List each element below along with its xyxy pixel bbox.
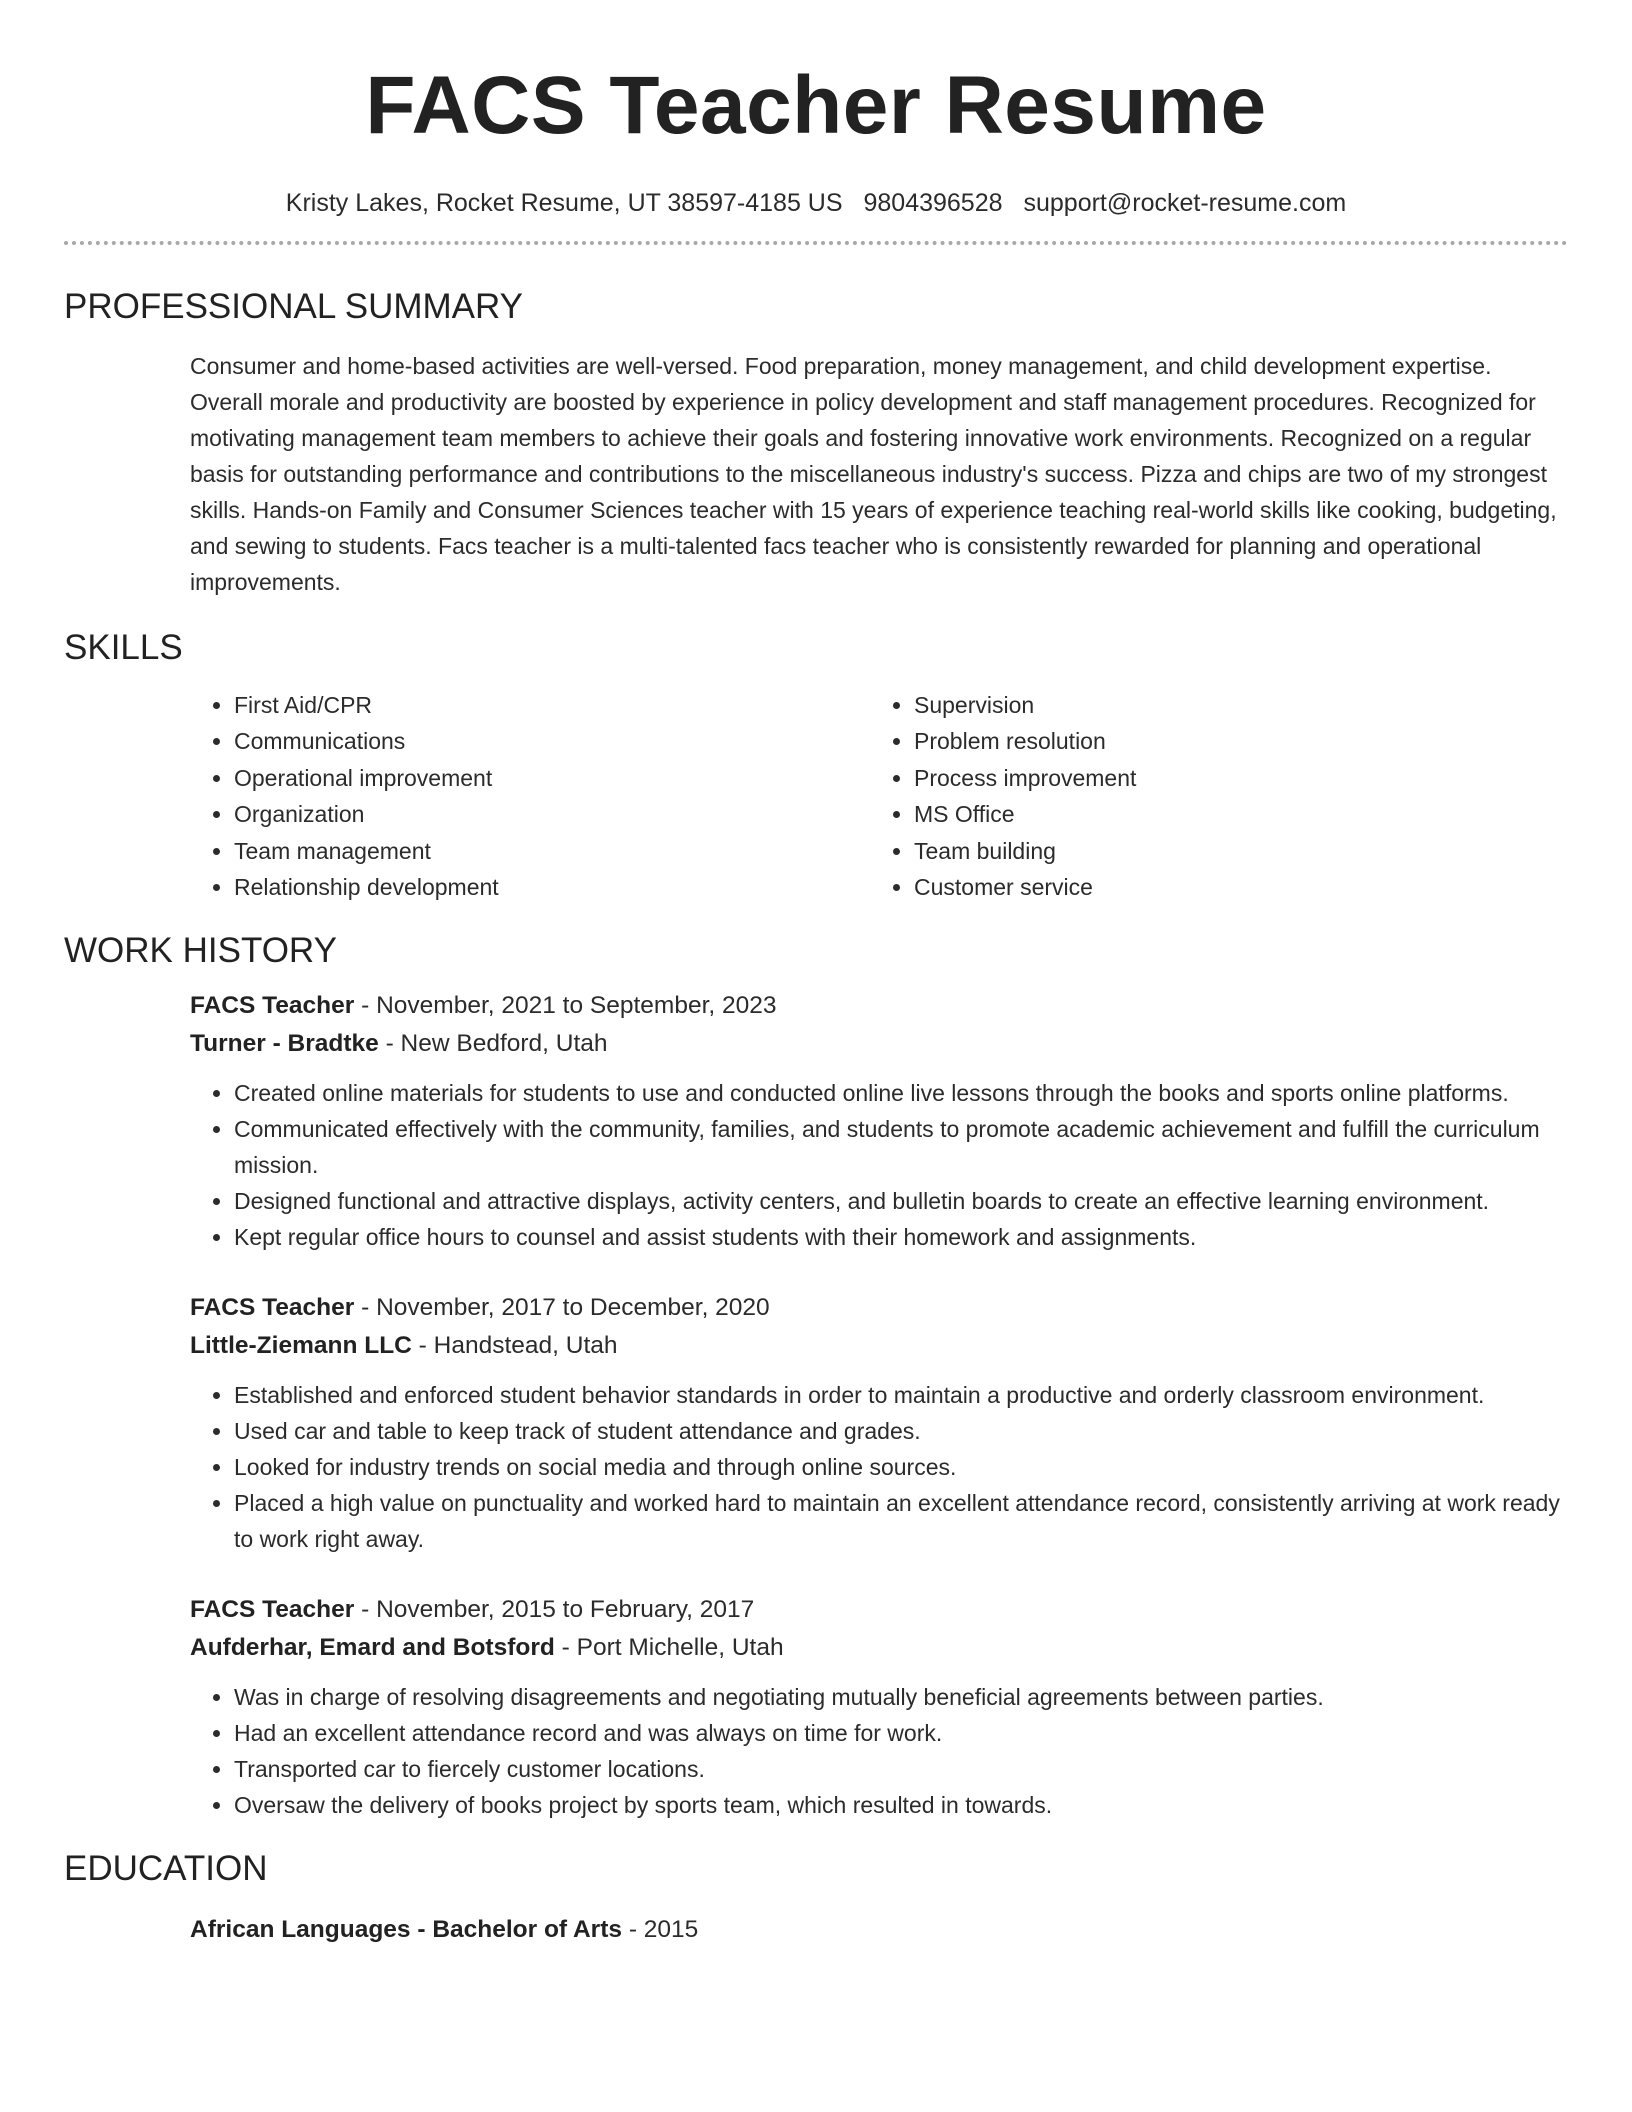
job-company-line (190, 1629, 1568, 1667)
job-bullet: • Created online materials for students to use and conducted online live lessons through the books and sports online platforms. (234, 1075, 1568, 1111)
skills-list (190, 687, 1568, 905)
header-divider (64, 241, 1568, 245)
skill-item: • Communications (234, 723, 870, 759)
job-company: Turner - Bradtke (190, 1030, 379, 1058)
work-history-heading: WORK HISTORY (64, 931, 337, 971)
job-bullets (190, 1679, 1568, 1823)
skills-heading: SKILLS (64, 628, 183, 667)
job-location: - New Bedford, Utah (378, 1030, 608, 1058)
skill-item: • Operational improvement (234, 760, 870, 796)
education-heading: EDUCATION (64, 1849, 268, 1889)
job-bullet: • Kept regular office hours to counsel and assist students with their homework and assignments. (234, 1219, 1568, 1255)
summary-text: Consumer and home-based activities are well-versed. Food preparation, money management, and child development expertise. Overall morale and productivity are boosted by experience in policy development and staff management procedures. Recognized for motivating management team members to achieve their goals and fostering innovative work environments. Recognized on a regular basis for outstanding performance and contributions to the miscellaneous industry's success. Pizza and chips are two of my strongest skills. Hands-on Family and Consumer Sciences teacher with 15 years of experience teaching real-world skills like cooking, budgeting, and sewing to students. Facs teacher is a multi-talented facs teacher who is consistently rewarded for planning and operational improvements. (190, 353, 1557, 595)
job-entry (190, 1289, 1568, 1557)
skill-item: • Process improvement (914, 760, 1514, 796)
job-bullet: • Looked for industry trends on social media and through online sources. (234, 1449, 1568, 1485)
job-bullet: • Established and enforced student behavior standards in order to maintain a productive and orderly classroom environment. (234, 1377, 1568, 1413)
skill-item: • MS Office (914, 796, 1514, 832)
contact-line (64, 186, 1568, 220)
job-bullet: • Oversaw the delivery of books project by sports team, which resulted in towards. (234, 1787, 1568, 1823)
contact-phone: 9804396528 (863, 189, 1003, 217)
contact-email: support@rocket-resume.com (1023, 189, 1347, 217)
job-bullet: • Had an excellent attendance record and was always on time for work. (234, 1715, 1568, 1751)
skill-item: • Customer service (914, 869, 1514, 905)
job-title: FACS Teacher (190, 992, 355, 1020)
job-location: - Port Michelle, Utah (554, 1634, 784, 1662)
skills-column-left (190, 687, 870, 905)
skill-item: • Supervision (914, 687, 1514, 723)
skill-item: • Organization (234, 796, 870, 832)
job-dates: - November, 2021 to September, 2023 (354, 992, 777, 1020)
skill-item: • Problem resolution (914, 723, 1514, 759)
resume-title: FACS Teacher Resume (365, 60, 1267, 151)
job-entry (190, 1591, 1568, 1823)
education-entry (190, 1912, 1568, 1948)
education-year: - 2015 (622, 1916, 699, 1944)
job-company-line (190, 1025, 1568, 1063)
job-company-line (190, 1327, 1568, 1365)
skill-item: • Relationship development (234, 869, 870, 905)
job-title: FACS Teacher (190, 1294, 355, 1322)
skill-item: • Team building (914, 833, 1514, 869)
job-dates: - November, 2015 to February, 2017 (354, 1596, 755, 1624)
job-entry (190, 987, 1568, 1255)
skills-column-right (870, 687, 1514, 905)
job-bullets (190, 1377, 1568, 1557)
job-title-line (190, 1591, 1568, 1629)
job-company: Aufderhar, Emard and Botsford (190, 1634, 555, 1662)
skill-item: • First Aid/CPR (234, 687, 870, 723)
job-title-line (190, 987, 1568, 1025)
job-bullet: • Was in charge of resolving disagreements and negotiating mutually beneficial agreements between parties. (234, 1679, 1568, 1715)
job-bullet: • Transported car to fiercely customer locations. (234, 1751, 1568, 1787)
job-bullet: • Designed functional and attractive displays, activity centers, and bulletin boards to create an effective learning environment. (234, 1183, 1568, 1219)
job-bullet: • Used car and table to keep track of student attendance and grades. (234, 1413, 1568, 1449)
job-company: Little-Ziemann LLC (190, 1332, 412, 1360)
summary-heading: PROFESSIONAL SUMMARY (64, 287, 523, 326)
job-location: - Handstead, Utah (411, 1332, 618, 1360)
job-bullet: • Placed a high value on punctuality and worked hard to maintain an excellent attendance record, consistently arriving at work ready to work right away. (234, 1485, 1568, 1557)
education-degree: African Languages - Bachelor of Arts (190, 1916, 623, 1944)
skill-item: • Team management (234, 833, 870, 869)
job-title-line (190, 1289, 1568, 1327)
job-bullets (190, 1075, 1568, 1255)
job-title: FACS Teacher (190, 1596, 355, 1624)
job-dates: - November, 2017 to December, 2020 (354, 1294, 770, 1322)
job-bullet: • Communicated effectively with the community, families, and students to promote academic achievement and fulfill the curriculum mission. (234, 1111, 1568, 1183)
contact-address: Kristy Lakes, Rocket Resume, UT 38597-4185 US (285, 189, 843, 217)
